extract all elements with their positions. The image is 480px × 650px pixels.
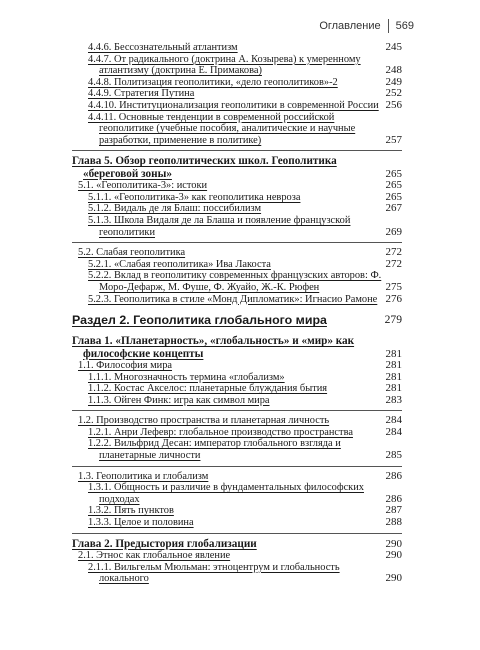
toc-entry-title: 5.1.3. Школа Видаля де ла Блаша и появление французской геополитики <box>88 214 351 238</box>
toc-entry-title: 5.1. «Геополитика-3»: истоки <box>78 180 208 192</box>
toc-entry-page: 275 <box>385 280 402 293</box>
subsubsection-entry[interactable] <box>72 505 402 517</box>
toc-entry-page: 290 <box>385 549 402 562</box>
toc-entry-page: 281 <box>385 347 402 360</box>
item-entry[interactable] <box>72 112 402 147</box>
item-entry[interactable] <box>72 100 402 112</box>
chapter-heading[interactable] <box>72 155 402 180</box>
subsubsection-entry[interactable] <box>72 482 402 505</box>
toc-entry-title: 5.2.3. Геополитика в стиле «Монд Дипломатик»: Игнасио Рамоне <box>88 293 378 305</box>
toc-entry-page: 256 <box>385 98 402 111</box>
subsubsection-entry[interactable] <box>72 438 402 461</box>
toc-entry-title: 5.2.1. «Слабая геополитика» Ива Лакоста <box>88 258 271 270</box>
item-entry[interactable] <box>72 54 402 77</box>
toc-entry-title: Глава 1. «Планетарность», «глобальность» и «мир» как философские концепты <box>72 335 355 360</box>
toc-entry-title: 1.3.2. Пять пунктов <box>88 505 174 517</box>
chapter-heading[interactable] <box>72 335 402 360</box>
toc-entry-title: 1.3.3. Целое и половина <box>88 517 194 529</box>
toc-entry-title: Глава 5. Обзор геополитических школ. Геополитика «береговой зоны» <box>72 155 337 180</box>
toc-entry-page: 290 <box>385 572 402 585</box>
toc-entry-title: Раздел 2. Геополитика глобального мира <box>72 313 327 328</box>
toc-divider <box>72 533 402 534</box>
toc-entry-page: 272 <box>385 257 402 270</box>
subsection-entry[interactable] <box>72 360 402 372</box>
toc-entry-title: 1.3.1. Общность и различие в фундаментальных философских подходах <box>88 482 364 505</box>
toc-entry-page: 290 <box>385 537 402 550</box>
toc-spacer <box>72 327 402 335</box>
subsection-entry[interactable] <box>72 471 402 483</box>
header-page-number: 569 <box>395 20 414 32</box>
toc-entry-page: 279 <box>384 313 402 327</box>
toc-entry-page: 284 <box>385 414 402 427</box>
subsubsection-entry[interactable] <box>72 192 402 204</box>
subsection-entry[interactable] <box>72 415 402 427</box>
toc-entry-page: 287 <box>385 504 402 517</box>
toc-entry-title: 1.1.1. Многозначность термина «глобализм» <box>88 371 285 383</box>
toc-entry-title: 1.2. Производство пространства и планетарная личность <box>78 415 330 427</box>
toc-entry-page: 252 <box>385 87 402 100</box>
toc-divider <box>72 410 402 411</box>
toc-entry-title: 4.4.10. Институционализация геополитики в современной России <box>88 99 379 111</box>
subsubsection-entry[interactable] <box>72 294 402 306</box>
toc-entry-page: 249 <box>385 75 402 88</box>
toc-entry-page: 269 <box>385 225 402 238</box>
subsection-entry[interactable] <box>72 550 402 562</box>
toc-entry-page: 281 <box>385 358 402 371</box>
toc-entry-title: 1.2.2. Вильфрид Десан: император глобального взгляда и планетарные личности <box>88 438 341 462</box>
toc-entry-title: 1.2.1. Анри Лефевр: глобальное производство пространства <box>88 426 353 438</box>
toc-entry-page: 285 <box>385 449 402 462</box>
toc-entry-title: 4.4.9. Стратегия Путина <box>88 88 195 100</box>
subsubsection-entry[interactable] <box>72 383 402 395</box>
item-entry[interactable] <box>72 42 402 54</box>
toc-entry-title: 2.1.1. Вильгельм Мюльман: этноцентрум и глобальность локального <box>88 561 340 585</box>
section-heading[interactable] <box>72 313 402 327</box>
subsubsection-entry[interactable] <box>72 270 402 293</box>
toc-entry-title: 5.1.1. «Геополитика-3» как геополитика невроза <box>88 191 301 203</box>
toc-entry-page: 272 <box>385 246 402 259</box>
toc-entry-page: 281 <box>385 382 402 395</box>
toc-entry-page: 257 <box>385 133 402 146</box>
toc-entry-page: 284 <box>385 425 402 438</box>
toc-divider <box>72 150 402 151</box>
subsubsection-entry[interactable] <box>72 203 402 215</box>
toc-entry-title: 1.1.2. Костас Акселос: планетарные блуждания бытия <box>88 383 328 395</box>
item-entry[interactable] <box>72 88 402 100</box>
toc-entry-page: 265 <box>385 167 402 180</box>
toc-divider <box>72 242 402 243</box>
subsection-entry[interactable] <box>72 247 402 259</box>
table-of-contents <box>72 42 402 585</box>
toc-entry-title: 1.1. Философия мира <box>78 359 173 371</box>
toc-entry-page: 245 <box>385 41 402 53</box>
toc-entry-title: 5.2.2. Вклад в геополитику современных французских авторов: Ф. Моро-Дефарж, М. Фуше, Ф. Жуайо, Ж.-К. Рюфен <box>88 270 382 293</box>
toc-entry-page: 265 <box>385 179 402 192</box>
running-header <box>319 19 414 33</box>
toc-entry-page: 286 <box>385 469 402 482</box>
toc-entry-title: 4.4.6. Бессознательный атлантизм <box>88 42 238 53</box>
subsubsection-entry[interactable] <box>72 372 402 384</box>
toc-entry-title: 2.1. Этнос как глобальное явление <box>78 550 231 562</box>
toc-entry-page: 281 <box>385 370 402 383</box>
toc-entry-page: 267 <box>385 202 402 215</box>
header-title: Оглавление <box>319 20 381 32</box>
toc-entry-page: 265 <box>385 190 402 203</box>
subsubsection-entry[interactable] <box>72 395 402 407</box>
toc-entry-title: 4.4.11. Основные тенденции в современной российской геополитике (учебные пособия, аналитические и научные разработки, применение в политике) <box>88 111 356 146</box>
toc-entry-title: Глава 2. Предыстория глобализации <box>72 537 257 550</box>
toc-entry-page: 286 <box>385 492 402 505</box>
toc-entry-title: 1.3. Геополитика и глобализм <box>78 470 209 482</box>
chapter-heading[interactable] <box>72 538 402 550</box>
subsubsection-entry[interactable] <box>72 517 402 529</box>
toc-entry-title: 5.1.2. Видаль де ля Блаш: поссибилизм <box>88 203 262 215</box>
toc-entry-page: 283 <box>385 393 402 406</box>
subsubsection-entry[interactable] <box>72 427 402 439</box>
toc-entry-title: 1.1.3. Ойген Финк: игра как символ мира <box>88 394 270 406</box>
toc-entry-page: 288 <box>385 516 402 529</box>
toc-spacer <box>72 305 402 313</box>
toc-divider <box>72 466 402 467</box>
subsubsection-entry[interactable] <box>72 562 402 585</box>
toc-entry-page: 276 <box>385 292 402 305</box>
subsubsection-entry[interactable] <box>72 259 402 271</box>
subsubsection-entry[interactable] <box>72 215 402 238</box>
toc-entry-page: 248 <box>385 64 402 77</box>
toc-entry-title: 4.4.7. От радикального (доктрина А. Козырева) к умеренному атлантизму (доктрина Е. Примакова) <box>88 53 361 77</box>
subsection-entry[interactable] <box>72 180 402 192</box>
header-divider <box>388 19 389 33</box>
toc-entry-title: 4.4.8. Политизация геополитики, «дело геополитиков»-2 <box>88 76 338 88</box>
toc-entry-title: 5.2. Слабая геополитика <box>78 247 186 259</box>
item-entry[interactable] <box>72 77 402 89</box>
